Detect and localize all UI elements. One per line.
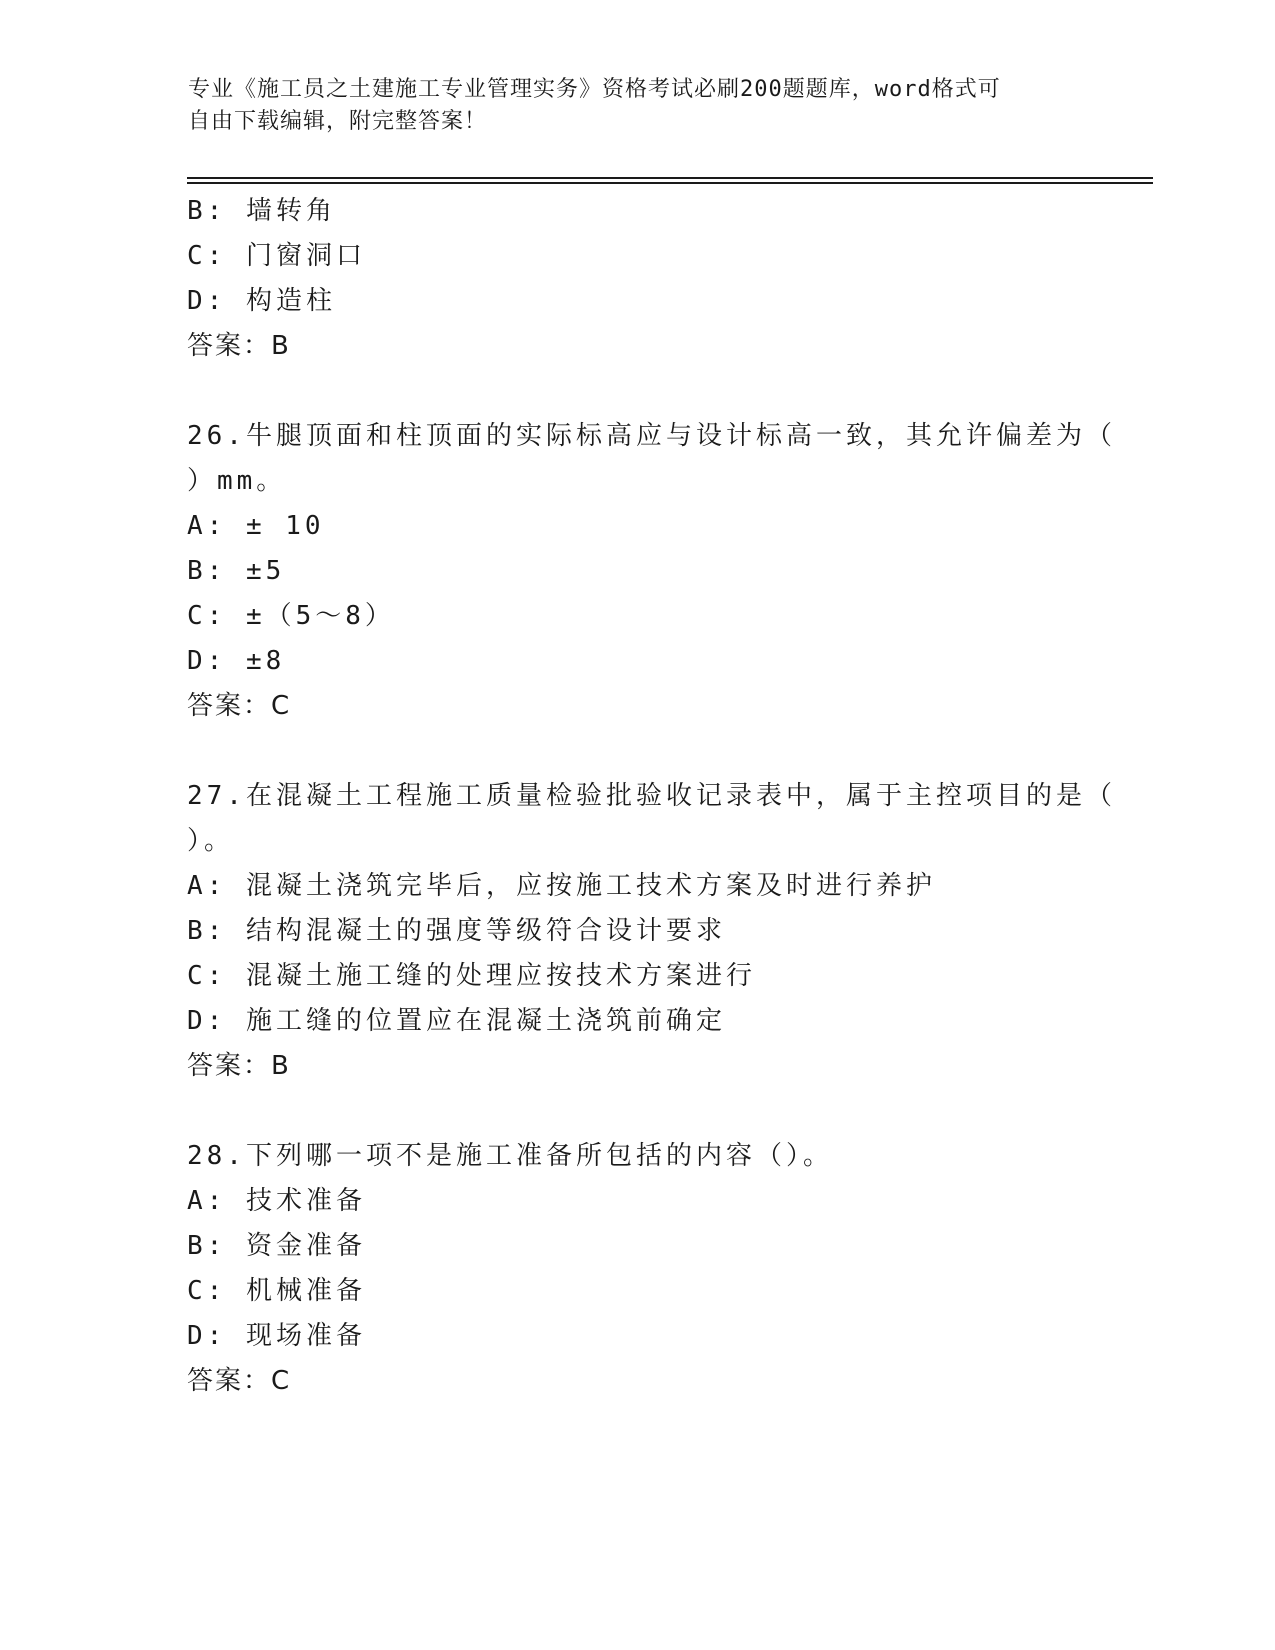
q27-option-b: B: 结构混凝土的强度等级符合设计要求	[187, 916, 726, 946]
q28-option-c: C: 机械准备	[187, 1276, 366, 1306]
q28-option-b: B: 资金准备	[187, 1231, 366, 1261]
q26-option-b: B: ±5	[187, 556, 286, 586]
header-divider-top	[187, 177, 1153, 179]
q27-option-c: C: 混凝土施工缝的处理应按技术方案进行	[187, 961, 756, 991]
q27-option-d: D: 施工缝的位置应在混凝土浇筑前确定	[187, 1006, 726, 1036]
q28-stem-line-1: 28.下列哪一项不是施工准备所包括的内容（）。	[187, 1141, 833, 1171]
header-line-1: 专业《施工员之土建施工专业管理实务》资格考试必刷200题题库，word格式可	[188, 77, 1001, 102]
q25-answer: 答案：B	[187, 331, 291, 361]
q27-stem-line-1: 27.在混凝土工程施工质量检验批验收记录表中，属于主控项目的是（	[187, 781, 1116, 811]
q26-option-d: D: ±8	[187, 646, 286, 676]
q26-answer: 答案：C	[187, 691, 292, 721]
q25-option-b: B: 墙转角	[187, 196, 336, 226]
q25-option-c: C: 门窗洞口	[187, 241, 366, 271]
q27-stem-line-2: ）。	[187, 826, 235, 856]
q27-answer: 答案：B	[187, 1051, 291, 1081]
q26-option-c: C: ±（5～8）	[187, 601, 395, 631]
header-line-2: 自由下载编辑，附完整答案！	[188, 109, 488, 134]
q25-option-d: D: 构造柱	[187, 286, 336, 316]
q27-option-a: A: 混凝土浇筑完毕后，应按施工技术方案及时进行养护	[187, 871, 936, 901]
q26-stem-line-2: ）mm。	[187, 466, 287, 496]
q28-answer: 答案：C	[187, 1366, 292, 1396]
q26-option-a: A: ± 10	[187, 511, 325, 541]
q26-stem-line-1: 26.牛腿顶面和柱顶面的实际标高应与设计标高一致，其允许偏差为（	[187, 421, 1116, 451]
header-divider-bottom	[187, 182, 1153, 184]
q28-option-d: D: 现场准备	[187, 1321, 366, 1351]
document-header	[188, 74, 1068, 138]
q28-option-a: A: 技术准备	[187, 1186, 366, 1216]
